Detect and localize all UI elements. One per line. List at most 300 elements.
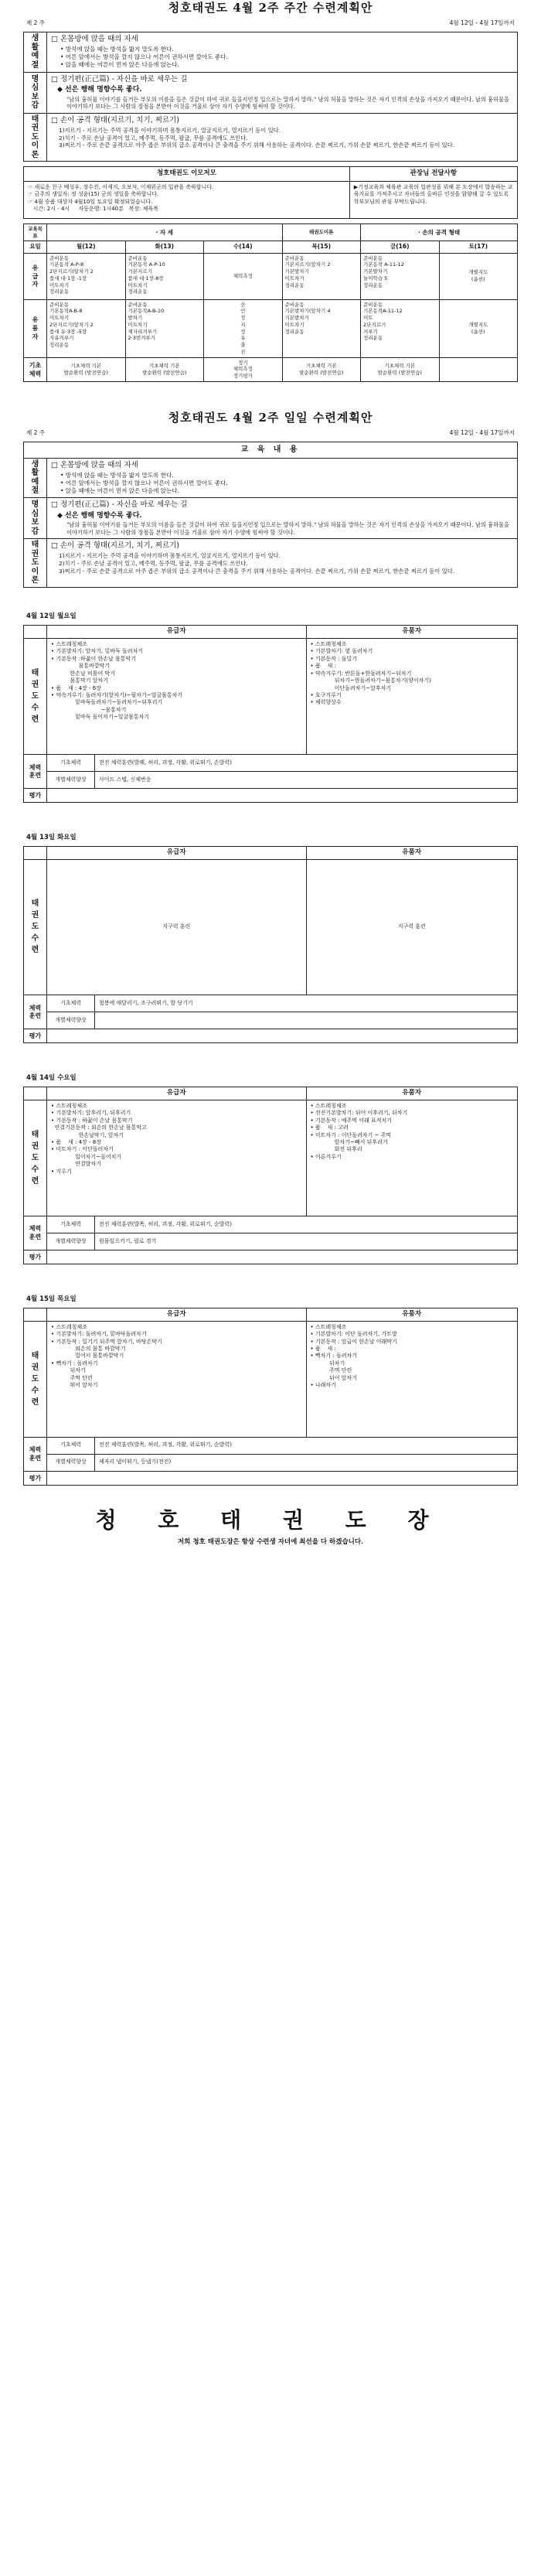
- daily-week-number: 제 2 주: [26, 429, 46, 437]
- week-number: 제 2 주: [26, 19, 46, 27]
- uppum-line: 지구력 훈련: [397, 923, 426, 930]
- weekly-edu-tkd-label-char: 이: [31, 142, 39, 151]
- uppum-line: 회전 뒤후리: [310, 1146, 362, 1153]
- tkd-title: □ 손이 공격 형태(지르기, 치기, 찌르기): [51, 115, 180, 125]
- tkd-line: 2)치기 - 주로 손날 공격이 있고, 메주먹, 등주먹, 팔굽, 무릎 공격에도 쓰인다.: [59, 134, 248, 142]
- daily-edu-mind-label-char: 보: [31, 518, 39, 527]
- weekly-edu-tkd-label-char: 도: [31, 132, 39, 142]
- tkd-training-label-char: 도: [31, 691, 39, 701]
- daily-edu-life-label-char: 생: [31, 459, 39, 469]
- schedule-cell-text: 준비운동 기본동작A-B-10 발차기 미트차기 제자리겨루기 2·3번겨루기: [128, 301, 165, 342]
- daily-edu-table: [23, 442, 518, 588]
- daily-edu-tkd-label-char: 이: [31, 567, 39, 576]
- schedule-cell-text: 기초체력 기본 발순환력 (발전연습): [63, 363, 108, 376]
- upgrade-line: 뛰어 앞차기: [51, 1382, 98, 1389]
- schedule-row-uppum-cell: [47, 299, 126, 357]
- schedule-goal-left: · 자 세: [47, 223, 283, 241]
- evaluation-label: 평가: [24, 1029, 47, 1042]
- daily-edu-tkd-content: [47, 539, 518, 588]
- basic-fitness-text: 철봉에 매달리기, 조구려뛰기, 발 당기기: [95, 995, 518, 1012]
- schedule-row-uppum-label-char: 자: [32, 333, 39, 341]
- upgrade-line: 한손날 비틀어 막기: [51, 670, 116, 677]
- basic-fitness-label: 기초체력: [47, 995, 95, 1012]
- fitness-label-char: 체력: [29, 1224, 42, 1233]
- tkd-training-label-char: 련: [31, 1397, 39, 1407]
- document-root: [23, 0, 518, 1547]
- upgrade-line: 외손의 몸통 바깥막기: [51, 1346, 126, 1353]
- schedule-row-uppum-label: [24, 299, 47, 357]
- daily-edu-tkd-label-char: 도: [31, 558, 39, 568]
- schedule-cell-text: 개별지도 (옵션): [468, 269, 488, 283]
- daily-edu-tkd-row: [24, 539, 518, 588]
- daily-edu-header-row: [24, 442, 518, 459]
- daily-edu-life-content: [47, 458, 518, 497]
- day-header-row: [24, 1087, 518, 1100]
- tkd-training-label-char: 련: [31, 1176, 39, 1186]
- uppum-line: • 체력향상수: [310, 699, 342, 706]
- day-plan-table: [23, 1308, 518, 1485]
- schedule-cell-text: 체력측정: [233, 272, 253, 279]
- schedule-row-upgrade: [24, 253, 518, 299]
- evaluation-row: [24, 788, 518, 802]
- upgrade-line: 밑바둑돌려차기~돌려차기~뒤후리기: [51, 699, 163, 706]
- schedule-table: [23, 223, 518, 382]
- tkd-training-label-char: 수: [31, 703, 39, 712]
- news-left-line: ☞ 금주의 생일자: 정 성윤(15) 군의 생일을 축하합니다.: [28, 191, 159, 198]
- fitness-label-char: 체력: [29, 1445, 42, 1454]
- weekly-edu-life-label-char: 생: [31, 34, 39, 43]
- schedule-day-label: 요일: [24, 241, 47, 253]
- fitness-label: [24, 1216, 47, 1250]
- schedule-row-uppum-label-char: 유: [32, 316, 39, 324]
- uppum-content: [306, 1100, 518, 1216]
- news-left-body: [24, 181, 350, 218]
- daily-edu-tkd-label: [24, 539, 47, 588]
- custom-fitness-text: [95, 1012, 518, 1029]
- day-plan-table: [23, 846, 518, 1042]
- uppum-line: 뒤차기: [310, 1360, 345, 1366]
- schedule-day-header: 화(13): [125, 241, 204, 253]
- evaluation-content: [47, 1250, 518, 1264]
- basic-fitness-text: 전진 체력훈련(발꿰, 허리, 괴정, 각활, 위로뛰기, 손발력): [95, 754, 518, 771]
- tkd-training-label-char: 권: [31, 1363, 39, 1372]
- upgrade-line: • 스트레칭체조: [51, 640, 87, 647]
- weekly-edu-table: [23, 32, 518, 162]
- weekly-edu-mind-label-char: 보: [31, 92, 39, 101]
- schedule-cell-text: 기초체력 기본 발순환력 (발전연습): [299, 363, 344, 376]
- tkd-training-label-char: 수: [31, 934, 39, 943]
- schedule-row-uppum-label-char: 품: [32, 324, 39, 333]
- schedule-cell-text: 개별지도 (옵션): [468, 321, 488, 335]
- life-line: • 앉을 때에는 어른이 먼저 앉은 다음에 앉는다.: [60, 486, 179, 494]
- life-title-text: □ 온몸방에 앉을 때의 자세: [51, 35, 138, 44]
- basic-fitness-label: 기초체력: [47, 754, 95, 771]
- tkd-training-label-char: 련: [31, 715, 39, 724]
- schedule-row-upgrade-label: [24, 253, 47, 299]
- schedule-row-upgrade-label-char: 자: [32, 280, 39, 288]
- weekly-edu-life-content: [47, 32, 518, 72]
- news-left-title: 청호태권도 이모저모: [24, 167, 350, 181]
- day-header-row: [24, 847, 518, 859]
- weekly-edu-mind-label-char: 감: [31, 101, 39, 111]
- upgrade-line: 밀어차기~돌어치기: [51, 1153, 122, 1160]
- mind-title: □ 정기편(正己篇) - 자신을 바로 세우는 길: [51, 500, 188, 510]
- mind-text: "남의 흉허물 이야기를 들거든 부모의 이름을 들은 것같이 하여 귀로 들을지언정 입으로는 말하지 말라." 남의 허물을 말하는 것은 자기 인격의 손상을 가져오기 때문이다. 남의 흉허물을 이야기하기 보다는 그 사람의 장점을 본받아 이것을 거울로 삼아 자기 수양에 힘써야 할 것이다.: [66, 521, 509, 536]
- schedule-cell-text: 산 인 정 지 정 유 출 진: [240, 301, 246, 355]
- upgrade-content: [47, 1321, 307, 1437]
- upgrade-line: 지구력 훈련: [162, 923, 191, 930]
- mind-quote: ◆ 선은 행해 명향수록 좋다.: [57, 86, 142, 94]
- schedule-day-header: 월(12): [47, 241, 126, 253]
- tkd-training-label-char: 권: [31, 1141, 39, 1151]
- custom-fitness-text: 제자리 냅이뛰기, 등냅기(전진): [95, 1454, 518, 1471]
- upgrade-line: 연결기본동작 : 외손의 한손날 몸통막고: [51, 1124, 147, 1131]
- daily-edu-mind-content: [47, 498, 518, 539]
- daily-edu-mind-label-char: 감: [31, 527, 39, 536]
- weekly-edu-mind-label-char: 명: [31, 74, 39, 84]
- basic-fitness-label: 기초체력: [47, 1216, 95, 1233]
- custom-fitness-label: 개별체력향상: [47, 1454, 95, 1471]
- upgrade-line: • 겨루기: [51, 1168, 72, 1175]
- daily-edu-tkd-label-char: 론: [31, 576, 39, 585]
- life-title: [51, 35, 513, 45]
- upgrade-content: [47, 859, 307, 995]
- fitness-label: [24, 1437, 47, 1471]
- evaluation-content: [47, 788, 518, 802]
- col-uppum-header: 유품자: [306, 1308, 518, 1321]
- schedule-row-upgrade-cell: [439, 253, 518, 299]
- custom-fitness-label: 개별체력향상: [47, 1233, 95, 1250]
- upgrade-line: • 품 새 : 4장 - 8장: [51, 1138, 101, 1145]
- weekly-edu-life-label-char: 예: [31, 52, 39, 61]
- uppum-line: 뒤차기~한돌려차기~몸통차기(양이차기): [310, 677, 432, 684]
- daily-edu-life-label-char: 활: [31, 469, 39, 478]
- schedule-fitness-cell: [361, 357, 440, 381]
- upgrade-content: [47, 1100, 307, 1216]
- tkd-training-label-char: 수: [31, 1386, 39, 1395]
- upgrade-line: 뒤차기: [51, 1367, 86, 1374]
- weekly-edu-tkd-label: [24, 113, 47, 162]
- uppum-line: • 품 새 :: [310, 1346, 336, 1353]
- weekly-edu-life-label-char: 활: [31, 43, 39, 52]
- footer-dojang-name: 청 호 태 권 도 장: [95, 1506, 446, 1533]
- evaluation-row: [24, 1250, 518, 1264]
- schedule-row-fitness-label-char: 체력: [29, 369, 42, 377]
- schedule-row-fitness: [24, 357, 518, 381]
- evaluation-row: [24, 1471, 518, 1485]
- tkd-training-label: [24, 1321, 47, 1437]
- daily-title: 청호태권도 4월 2주 일일 수련계획안: [168, 411, 373, 425]
- weekly-edu-tkd-label-char: 론: [31, 150, 39, 159]
- weekly-edu-life-label-char: 절: [31, 60, 39, 70]
- custom-fitness-text: 원몸일으키기, 릴로 경기: [95, 1233, 518, 1250]
- custom-fitness-text: 사이드 스텝, 신체반응: [95, 771, 518, 788]
- daily-edu-life-label: [24, 458, 47, 497]
- fitness-label-char: 훈련: [29, 771, 42, 780]
- evaluation-label: 평가: [24, 788, 47, 802]
- uppum-line: • 기본동작 : 앞굽이 한손날 이래막기: [310, 1338, 397, 1345]
- upgrade-line: • 기본동작 : 밀기기 뒤주먹 앞차기, 바탕손막기: [51, 1338, 162, 1345]
- schedule-row-upgrade-cell: [282, 253, 361, 299]
- upgrade-line: • 약속겨루기: 돌려차기(앞차기)~뒷차기~얼굴몸통차기: [51, 691, 183, 698]
- daily-edu-life-row: [24, 458, 518, 497]
- schedule-cell-text: 기초체력 기본 발순환력 (발전연습): [142, 363, 187, 376]
- schedule-cell-text: 준비운동 기본동작 A-11-12 기본발차기 놀이학습 5 정리운동: [363, 254, 404, 288]
- day-title: 4월 13일 화요일: [26, 833, 77, 841]
- schedule-fitness-cell: [125, 357, 204, 381]
- col-upgrade-header: 유급자: [47, 847, 307, 859]
- weekly-meta: [23, 19, 518, 27]
- uppum-line: • 약속겨루기: 반튼돌+한돌려차기~뒤차기: [310, 670, 412, 677]
- day-content-row: [24, 638, 518, 754]
- tkd-training-label-char: 도: [31, 923, 39, 932]
- tkd-training-label-char: 태: [31, 1351, 39, 1360]
- mind-quote: ◆ 선은 행해 명향수록 좋다.: [57, 511, 142, 520]
- uppum-line: • 전진기본발차기: 뒤어 이후리기, 뒤차기: [310, 1110, 408, 1117]
- schedule-fitness-cell: [439, 357, 518, 381]
- daily-edu-mind-label: [24, 498, 47, 539]
- schedule-goal-mid: 태권도이론: [282, 223, 361, 241]
- uppum-line: • 품 새 : 고려: [310, 1124, 349, 1131]
- day-content-row: [24, 1100, 518, 1216]
- weekly-edu-life-label: [24, 32, 47, 72]
- evaluation-row: [24, 1029, 518, 1042]
- col-uppum-header: 유품자: [306, 847, 518, 859]
- schedule-row-uppum-cell: [439, 299, 518, 357]
- fitness-custom-row: [24, 1233, 518, 1250]
- uppum-line: • 호구겨루기: [310, 691, 342, 698]
- tkd-training-label: [24, 859, 47, 995]
- schedule-day-header: 금(16): [361, 241, 440, 253]
- col-upgrade-header: 유급자: [47, 1308, 307, 1321]
- uppum-line: • 스트레칭체조: [310, 640, 347, 647]
- schedule-row-fitness-label-char: 기초: [29, 361, 42, 370]
- schedule-day-header: 토(17): [439, 241, 518, 253]
- fitness-label-char: 훈련: [29, 1012, 42, 1020]
- fitness-label-char: 체력: [29, 1003, 42, 1012]
- upgrade-line: • 기본발차기: 앞차기, 밑바둑 돌려차기: [51, 648, 144, 655]
- schedule-cell-text: 준비운동 기본발차기(앞차기 4 기본발차기 미트차기 정리운동: [284, 301, 331, 335]
- fitness-basic-row: [24, 1437, 518, 1454]
- tkd-training-label: [24, 1100, 47, 1216]
- daily-meta: [23, 429, 518, 437]
- schedule-cell-text: 준비운동 기본동작A-11-12 미트 2단지르기 겨루기 정리운동: [363, 301, 403, 342]
- upgrade-line: • 기본발차기: 앞후리기, 뒤후리기: [51, 1110, 131, 1117]
- upgrade-line: ~몸통차기: [51, 706, 127, 713]
- tkd-line: 2)치기 - 주로 손날 공격이 있고, 메주먹, 등주먹, 팔굽, 무릎 공격에도 쓰인다.: [59, 560, 248, 568]
- day-title: 4월 14일 수요일: [26, 1073, 77, 1082]
- fitness-label: [24, 754, 47, 788]
- tkd-line: 1)지르기 - 지르기는 주먹 공격을 이야기하며 몸통지르기, 얼굴지르기, 열지르기 등이 있다.: [59, 126, 281, 134]
- schedule-row-upgrade-cell: [125, 253, 204, 299]
- mind-title: □ 정기편(正己篇) - 자신을 바로 세우는 길: [51, 74, 188, 84]
- schedule-row-upgrade-cell: [47, 253, 126, 299]
- tkd-training-label-char: 수: [31, 1165, 39, 1174]
- evaluation-content: [47, 1029, 518, 1042]
- upgrade-line: 연결발차기: [51, 1161, 101, 1168]
- daily-edu-mind-label-char: 명: [31, 500, 39, 510]
- weekly-edu-mind-row: [24, 72, 518, 113]
- daily-edu-life-label-char: 예: [31, 477, 39, 486]
- uppum-line: • 기본발차기: 이단 돌려차기, 가트발: [310, 1331, 397, 1338]
- life-line: • 어른 앞에서는 방석을 깔지 않으나 어른이 권하시면 깔아도 좋다.: [60, 53, 228, 61]
- uppum-line: • 기본동작 : 돌밀기: [310, 655, 357, 662]
- uppum-line: • 기본발차기: 옆 돌려차기: [310, 648, 373, 655]
- upgrade-line: 몸통막기 앞차기: [51, 677, 109, 684]
- fitness-label-char: 훈련: [29, 1233, 42, 1241]
- news-left-line: ☞ 새로운 친구 배성우, 장수진, 이세지, 오보석, 이재위군의 입관을 축하합니다.: [28, 183, 214, 190]
- uppum-line: 앞차기~빼서 뒤후리기: [310, 1138, 388, 1145]
- col-uppum-header: 유품자: [306, 1087, 518, 1100]
- schedule-row-uppum-cell: [204, 299, 283, 357]
- schedule-day-header: 목(15): [282, 241, 361, 253]
- schedule-fitness-cell: [204, 357, 283, 381]
- evaluation-label: 평가: [24, 1250, 47, 1264]
- schedule-row-upgrade-label-char: 급: [32, 271, 39, 280]
- schedule-fitness-cell: [47, 357, 126, 381]
- news-right-title: 관장님 전달사항: [349, 167, 517, 181]
- weekly-edu-mind-label-char: 심: [31, 84, 39, 93]
- news-left-line: ☞ 4월 승품 대상자 4월10일 토요일 확정되었습니다.: [28, 198, 153, 205]
- evaluation-label: 평가: [24, 1471, 47, 1485]
- day-title: 4월 15일 목요일: [26, 1295, 77, 1303]
- tkd-training-label-char: 련: [31, 946, 39, 955]
- weekly-edu-mind-content: [47, 72, 518, 113]
- news-right-line: ▶기정교육과 체육관 교육의 일관성을 위해 본 도장에서 발송하는 교육지료를 가져주시고 자녀들의 올바른 인성을 함양해 갈 수 있도록 학부모님의 관심 부탁드립니다.: [353, 183, 513, 205]
- daily-edu-life-label-char: 절: [31, 486, 39, 496]
- col-uppum-header: 유품자: [306, 626, 518, 638]
- weekly-edu-tkd-content: [47, 113, 518, 162]
- uppum-line: • 품 새 :: [310, 663, 336, 670]
- schedule-goal-right: · 손의 공격 형태: [361, 223, 518, 241]
- daily-edu-mind-row: [24, 498, 518, 539]
- uppum-content: [306, 1321, 518, 1437]
- fitness-custom-row: [24, 1012, 518, 1029]
- schedule-row-upgrade-label-char: 유: [32, 263, 39, 271]
- life-line: • 앉을 때에는 어른이 먼저 앉은 다음에 앉는다.: [60, 61, 179, 69]
- footer-slogan: 저희 청호 태권도장은 항상 수련생 자녀에 최선을 다 하겠습니다.: [177, 1537, 364, 1546]
- fitness-label: [24, 995, 47, 1029]
- news-right-body: [349, 181, 517, 218]
- news-left-line: 시간: 2시 - 4시 자동운행: 1시40분 복장: 체육복: [28, 206, 158, 213]
- day-plan-table: [23, 625, 518, 802]
- schedule-cell-text: 준비운동 기본지르기(앞차기 2 기본발차기 미트차기 정리운동: [284, 254, 331, 288]
- basic-fitness-label: 기초체력: [47, 1437, 95, 1454]
- upgrade-line: 밀어서 몸통바깥막기: [51, 1353, 124, 1360]
- upgrade-content: [47, 638, 307, 754]
- evaluation-content: [47, 1471, 518, 1485]
- tkd-title: □ 손이 공격 형태(지르기, 치기, 찌르기): [51, 541, 180, 551]
- daily-edu-content-header: 교 육 내 용: [24, 442, 518, 459]
- tkd-line: 3)찌르기 - 주로 손끝 공격으로 아주 좁은 부위의 급소 공격이나 큰 충격을 주기 위해 사용하는 공격이다. 손끝 찌르기, 가위 손끝 찌르기, 한손끝 찌르기 등이 있다.: [59, 567, 455, 575]
- tkd-training-label-char: 권: [31, 911, 39, 920]
- schedule-row-upgrade-cell: [361, 253, 440, 299]
- tkd-line: 3)찌르기 - 주로 손끝 공격으로 아주 좁은 부위의 급소 공격이나 큰 충격을 주기 위해 사용하는 공격이다. 손끝 찌르기, 가위 손끝 찌르기, 한손끝 찌르기 등이 있다.: [59, 142, 455, 149]
- daily-edu-tkd-label-char: 권: [31, 549, 39, 558]
- basic-fitness-text: 전진 체력훈련(발목, 허리, 괴정, 각활, 위로뛰기, 순발력): [95, 1216, 518, 1233]
- col-upgrade-header: 유급자: [47, 626, 307, 638]
- uppum-line: • 기본동작 : 예주먹 이래 표적치기: [310, 1117, 393, 1124]
- tkd-training-label-char: 태: [31, 1130, 39, 1139]
- life-line: • 방석에 앉을 때는 방석을 밟지 말도록 한다.: [60, 46, 174, 53]
- uppum-line: • 빽차기 : 돌려차기: [310, 1353, 357, 1360]
- schedule-cell-text: 준비운동 기본동작 A-P-10 기본지르기 품새 대·1장-8장 미트차기 정리운동: [128, 254, 165, 295]
- uppum-line: 이단돌려차기~앞후차기: [310, 684, 392, 691]
- fitness-basic-row: [24, 1216, 518, 1233]
- col-upgrade-header: 유급자: [47, 1087, 307, 1100]
- custom-fitness-label: 개별체력향상: [47, 771, 95, 788]
- schedule-day-row: [24, 241, 518, 253]
- schedule-row-uppum-cell: [282, 299, 361, 357]
- uppum-line: 주먹 단련: [310, 1367, 352, 1374]
- tkd-training-label-char: 태: [31, 899, 39, 909]
- upgrade-line: 밑바둑 돌어차기~얼굴몸통차기: [51, 714, 150, 721]
- schedule-fitness-cell: [282, 357, 361, 381]
- daily-week-dates: 4월 12일 - 4월 17일까지: [449, 429, 515, 437]
- upgrade-line: • 기본동작 :하꿇이 한손날 몸통막기: [51, 655, 137, 662]
- schedule-row-uppum-cell: [125, 299, 204, 357]
- upgrade-line: • 빽차기 : 돌려차기: [51, 1360, 98, 1366]
- life-title: [51, 461, 513, 471]
- daily-edu-tkd-label-char: 태: [31, 541, 39, 550]
- uppum-content: [306, 859, 518, 995]
- day-title: 4월 12일 월요일: [26, 612, 77, 620]
- uppum-line: • 이론겨루기: [310, 1153, 342, 1160]
- tkd-training-label-char: 도: [31, 1153, 39, 1162]
- uppum-content: [306, 638, 518, 754]
- weekly-edu-tkd-row: [24, 113, 518, 162]
- fitness-custom-row: [24, 771, 518, 788]
- news-table: [23, 166, 518, 218]
- schedule-cell-text: 준비운동 기본동작 A-P-8 2단지르기(앞차기 2 품새 대·1장 -1장 미트차기 정리운동: [49, 254, 94, 295]
- upgrade-line: • 기본동작 : 하꿇이 손날 몸통막기: [51, 1117, 133, 1124]
- schedule-day-header: 수(14): [204, 241, 283, 253]
- upgrade-line: 몸통바깥막기: [51, 663, 111, 670]
- daily-edu-mind-label-char: 심: [31, 509, 39, 518]
- uppum-line: • 스트레칭체조: [310, 1102, 347, 1109]
- upgrade-line: 주먹 단련: [51, 1374, 93, 1381]
- schedule-row-upgrade-cell: [204, 253, 283, 299]
- tkd-training-label-char: 태: [31, 668, 39, 677]
- schedule-goal-label: 교육목표: [24, 223, 47, 241]
- tkd-training-label-char: 권: [31, 680, 39, 689]
- schedule-cell-text: 준비운동 기본동작A-B-8 미트차기 2단지르기(앞차기 2 품새 유·3장 -5장 자유겨루기 정리운동: [49, 301, 94, 349]
- fitness-label-char: 훈련: [29, 1454, 42, 1462]
- upgrade-line: • 스트레칭체조: [51, 1323, 87, 1330]
- fitness-basic-row: [24, 995, 518, 1012]
- week-dates: 4월 12일 - 4월 17일까지: [449, 19, 515, 27]
- schedule-row-uppum-cell: [361, 299, 440, 357]
- uppum-line: 뒤어 앞차기: [310, 1374, 358, 1381]
- upgrade-line: • 미트차기 : 이단돌려차기: [51, 1146, 114, 1153]
- fitness-custom-row: [24, 1454, 518, 1471]
- uppum-line: • 나래차기: [310, 1382, 336, 1389]
- custom-fitness-label: 개별체력향상: [47, 1012, 95, 1029]
- weekly-edu-tkd-label-char: 권: [31, 124, 39, 133]
- upgrade-line: 한손날막기, 앞차기: [51, 1131, 124, 1138]
- life-line: • 어른 앞에서는 방석을 깔지 않으나 어른이 권하시면 깔아도 좋다.: [60, 479, 228, 486]
- life-title-text: □ 온몸방에 앉을 때의 자세: [51, 460, 138, 469]
- weekly-title: 청호태권도 4월 2주 주간 수련계획안: [168, 1, 373, 15]
- weekly-edu-mind-label: [24, 72, 47, 113]
- day-header-row: [24, 626, 518, 638]
- day-content-row: [24, 1321, 518, 1437]
- mind-text: "남의 흉허물 이야기를 들거든 부모의 이름을 들은 것같이 하여 귀로 들을지언정 입으로는 말하지 말라." 남의 허물을 말하는 것은 자기 인격의 손상을 가져오기 때문이다. 남의 흉허물을 이야기하기 보다는 그 사람의 장점을 본받아 이것을 거울로 삼아 자기 수양에 힘써야 할 것이다.: [66, 95, 509, 111]
- uppum-line: • 미트차기 : 이단돌려차기 ~ 주먹: [310, 1131, 392, 1138]
- tkd-line: 1)지르기 - 지르기는 주먹 공격을 이야기하며 몸통지르기, 얼굴지르기, 열지르기 등이 있다.: [59, 552, 281, 560]
- life-line: • 방석에 앉을 때는 방석을 밟지 말도록 한다.: [60, 471, 174, 479]
- schedule-goal-row: [24, 223, 518, 241]
